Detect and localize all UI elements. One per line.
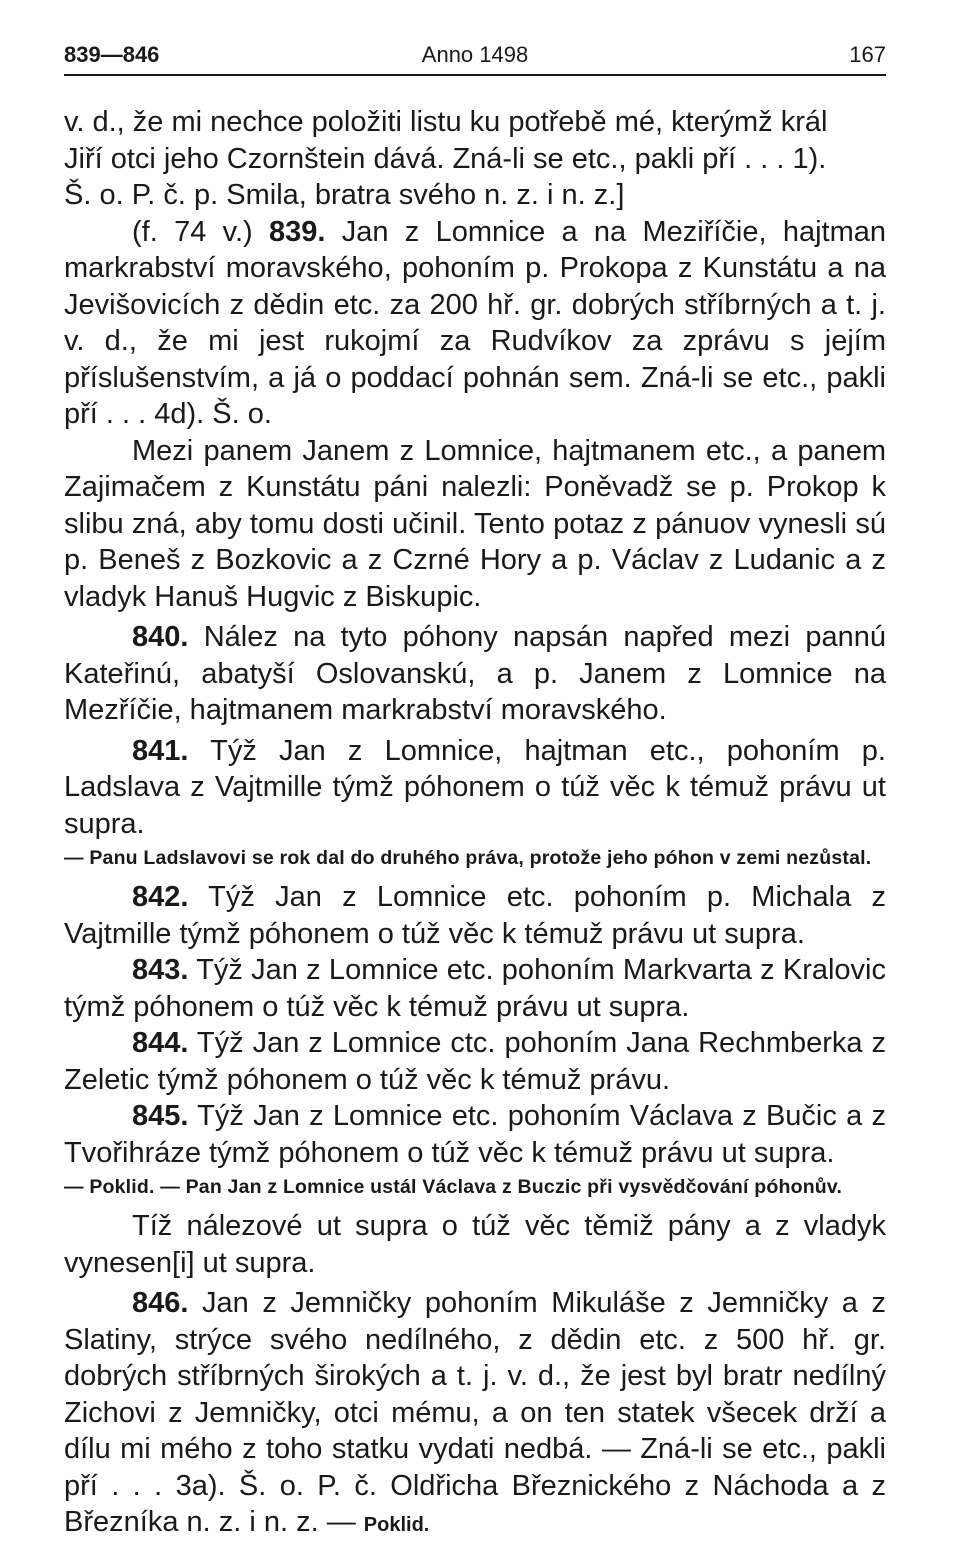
entry-text: Týž Jan z Lomnice, hajtman etc., pohoním p. Ladslava z Vajtmille týmž póhonem o túž věc k témuž právu ut supra.: [64, 734, 886, 840]
entry-842: [64, 879, 886, 952]
paragraph-continuation: v. d., že mi nechce položiti listu ku potřebě mé, kterýmž král Jiří otci jeho Czornštein dává. Zná-li se etc., pakli pří . . . 1). Š. o. P. č. p. Smila, bratra svého n. z. i n. z.]: [64, 106, 828, 211]
entry-number: 841.: [132, 734, 189, 767]
entry-text: Nález na tyto póhony napsán napřed mezi pannú Kateřinú, abatyší Oslovanskú, a p. Janem z Lomnice na Mezříčie, hajtmanem markrabství moravského.: [64, 621, 886, 726]
folio-ref: (f. 74 v.): [132, 215, 269, 248]
page-body: [64, 104, 886, 1544]
note-845: — Poklid. — Pan Jan z Lomnice ustál Václava z Buczic při vysvědčování póhonův.: [64, 1176, 843, 1198]
entry-844: [64, 1025, 886, 1098]
page-number: 167: [849, 42, 886, 67]
verdict-text: Mezi panem Janem z Lomnice, hajtmanem etc., a panem Zajimačem z Kunstátu páni nalezli: Poněvadž se p. Prokop k slibu zná, aby tomu dosti učinil. Tento potaz z pánuov vynesli sú p. Beneš z Bozkovic a z Czrné Hory a p. Václav z Ludanic a z vladyk Hanuš Hugvic z Biskupic.: [64, 434, 886, 613]
entry-number: 843.: [132, 954, 189, 986]
entry-range: 839—846: [64, 42, 160, 67]
entry-number: 840.: [132, 621, 189, 653]
poklid-label: Poklid.: [363, 1514, 430, 1536]
note-841: — Panu Ladslavovi se rok dal do druhého práva, protože jeho póhon v zemi nezůstal.: [64, 847, 872, 869]
entry-number: 844.: [132, 1027, 189, 1059]
entry-text: Týž Jan z Lomnice ctc. pohoním Jana Rechmberka z Zeletic týmž póhonem o túž věc k témuž právu.: [64, 1027, 886, 1096]
entry-text: Týž Jan z Lomnice etc. pohoním p. Michala z Vajtmille týmž póhonem o túž věc k témuž právu ut supra.: [64, 881, 886, 950]
entry-843: [64, 952, 886, 1025]
entry-840: [64, 619, 886, 729]
running-title: Anno 1498: [421, 42, 529, 67]
entry-text: Týž Jan z Lomnice etc. pohoním Václava z Bučic a z Tvořihráze týmž póhonem o túž věc k témuž právu ut supra.: [64, 1100, 886, 1169]
entry-number: 845.: [132, 1100, 189, 1132]
entry-846: [64, 1285, 886, 1544]
entry-845: [64, 1098, 886, 1171]
header-rule: [64, 74, 886, 76]
entry-839: [64, 214, 886, 433]
entry-841: [64, 733, 886, 843]
running-header: [64, 40, 886, 70]
entry-text: Jan z Lomnice a na Meziříčie, hajtman markrabství moravského, pohoním p. Prokopa z Kunstátu a na Jevišovicích z dědin etc. za 200 hř. gr. dobrých stříbrných a t. j. v. d., že mi jest rukojmí za Rudvíkov za zprávu s jejím příslušenstvím, a já o poddací pohnán sem. Zná-li se etc., pakli pří . . . 4d). Š. o.: [64, 215, 886, 430]
entry-number: 846.: [132, 1287, 189, 1319]
verdict-paragraph: [64, 433, 886, 616]
entry-number: 842.: [132, 881, 189, 913]
entry-number: 839.: [268, 215, 326, 248]
verdict-text: Tíž nálezové ut supra o túž věc těmiž pány a z vladyk vynesen[i] ut supra.: [64, 1210, 886, 1279]
verdict-paragraph-2: [64, 1208, 886, 1281]
entry-text: Týž Jan z Lomnice etc. pohoním Markvarta z Kralovic týmž póhonem o túž věc k témuž právu ut supra.: [64, 954, 886, 1023]
entry-text: Jan z Jemničky pohoním Mikuláše z Jemničky a z Slatiny, strýce svého nedílného, z dědin etc. z 500 hř. gr. dobrých stříbrných širokých a t. j. v. d., že jest byl bratr nedílný Zichovi z Jemničky, otci mému, a on ten statek všecek drží a dílu mi mého z toho statku vydati nedbá. — Zná-li se etc., pakli pří . . . 3a). Š. o. P. č. Oldřicha Březnického z Náchoda a z Březníka n. z. i n. z. —: [64, 1287, 886, 1538]
